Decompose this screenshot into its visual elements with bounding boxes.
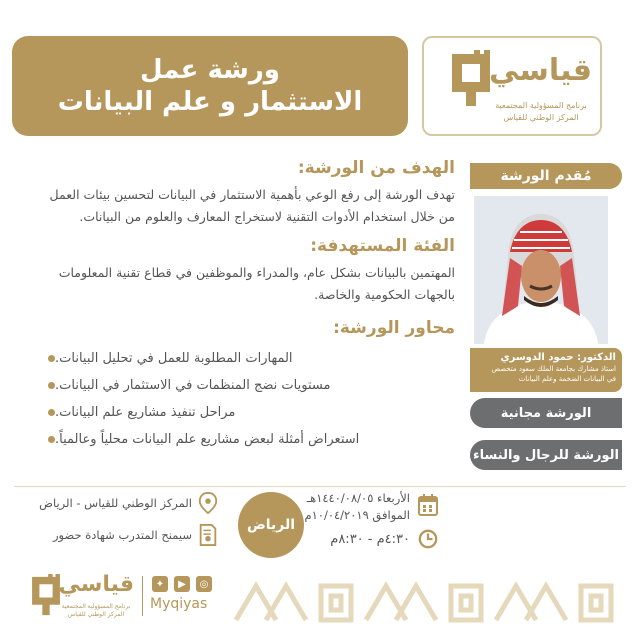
bullet-dot-icon bbox=[48, 436, 55, 443]
qiyasi-logo bbox=[422, 36, 602, 136]
certificate-icon bbox=[198, 524, 218, 546]
bullet-dot-icon bbox=[48, 382, 55, 389]
calendar-icon bbox=[418, 494, 438, 516]
city-badge: الرياض bbox=[238, 492, 304, 558]
presenter-name: الدكتور: حمود الدوسري bbox=[500, 352, 616, 363]
bullet-dot-icon bbox=[48, 355, 55, 362]
logo-subtitle-2: المركز الوطني للقياس bbox=[503, 113, 579, 122]
footer-separator bbox=[142, 576, 143, 616]
decorative-pattern bbox=[226, 572, 636, 628]
date-gregorian: الموافق ١٠/٠٤/٢٠١٩م bbox=[304, 508, 410, 522]
target-heading: الفئة المستهدفة: bbox=[310, 236, 455, 256]
youtube-icon[interactable]: ▶ bbox=[174, 576, 190, 592]
instagram-icon[interactable]: ◎ bbox=[196, 576, 212, 592]
goal-heading: الهدف من الورشة: bbox=[297, 158, 455, 178]
list-item bbox=[40, 426, 455, 453]
twitter-icon[interactable]: ✦ bbox=[152, 576, 168, 592]
logo-subtitle-1: برنامج المسؤولية المجتمعية bbox=[495, 101, 587, 110]
event-location: المركز الوطني للقياس - الرياض bbox=[39, 496, 192, 510]
presenter-label: مُقدم الورشة bbox=[470, 163, 622, 189]
logo-wordmark: قياسي bbox=[488, 53, 592, 88]
topics-list bbox=[40, 345, 455, 453]
list-item bbox=[40, 345, 455, 372]
title-banner bbox=[12, 36, 408, 136]
footer-wordmark: قياسي bbox=[58, 572, 134, 597]
date-hijri: الأربعاء ١٤٤٠/٠٨/٠٥هـ bbox=[306, 491, 410, 505]
presenter-photo bbox=[474, 196, 608, 344]
topics-heading: محاور الورشة: bbox=[333, 318, 455, 338]
location-pin-icon bbox=[198, 492, 218, 514]
event-time: ٤:٣٠م - ٨:٣٠م bbox=[330, 532, 410, 547]
free-badge: الورشة مجانية bbox=[470, 398, 622, 428]
list-item bbox=[40, 372, 455, 399]
list-item bbox=[40, 399, 455, 426]
target-line-2: بالجهات الحكومية والخاصة. bbox=[314, 287, 455, 302]
social-handle[interactable]: Myqiyas bbox=[150, 596, 208, 612]
divider bbox=[14, 486, 626, 487]
presenter-title-1: استاذ مشارك بجامعة الملك سعود متخصص bbox=[491, 365, 616, 373]
certificate-note: سيمنح المتدرب شهادة حضور bbox=[52, 528, 192, 542]
footer-subtitle-1: برنامج المسؤولية المجتمعية bbox=[61, 603, 131, 610]
clock-icon bbox=[418, 528, 438, 550]
title-line-1: ورشة عمل bbox=[140, 55, 280, 85]
goal-line-1: تهدف الورشة إلى رفع الوعي بأهمية الاستثمار في البيانات لتحسين بيئات العمل bbox=[49, 187, 455, 202]
footer-subtitle-2: المركز الوطني للقياس bbox=[67, 611, 125, 618]
presenter-info bbox=[470, 348, 622, 392]
target-line-1: المهتمين بالبيانات بشكل عام، والمدراء والموظفين في قطاع تقنية المعلومات bbox=[58, 265, 455, 280]
topic-text: مراحل تنفيذ مشاريع علم البيانات. bbox=[55, 405, 236, 420]
topic-text: المهارات المطلوبة للعمل في تحليل البيانات. bbox=[55, 351, 293, 366]
topic-text: مستويات نضج المنظمات في الاستثمار في البيانات. bbox=[55, 378, 331, 393]
audience-badge: الورشة للرجال والنساء bbox=[470, 440, 622, 470]
title-line-2: الاستثمار و علم البيانات bbox=[57, 87, 363, 117]
bullet-dot-icon bbox=[48, 409, 55, 416]
presenter-title-2: في البيانات الضخمة وعلم البيانات bbox=[518, 375, 616, 383]
topic-text: استعراض أمثلة لبعض مشاريع علم البيانات محلياً وعالمياً. bbox=[55, 432, 360, 447]
goal-line-2: من خلال استخدام الأدوات التقنية لاستخراج المعارف والعلوم من البيانات. bbox=[79, 209, 455, 224]
